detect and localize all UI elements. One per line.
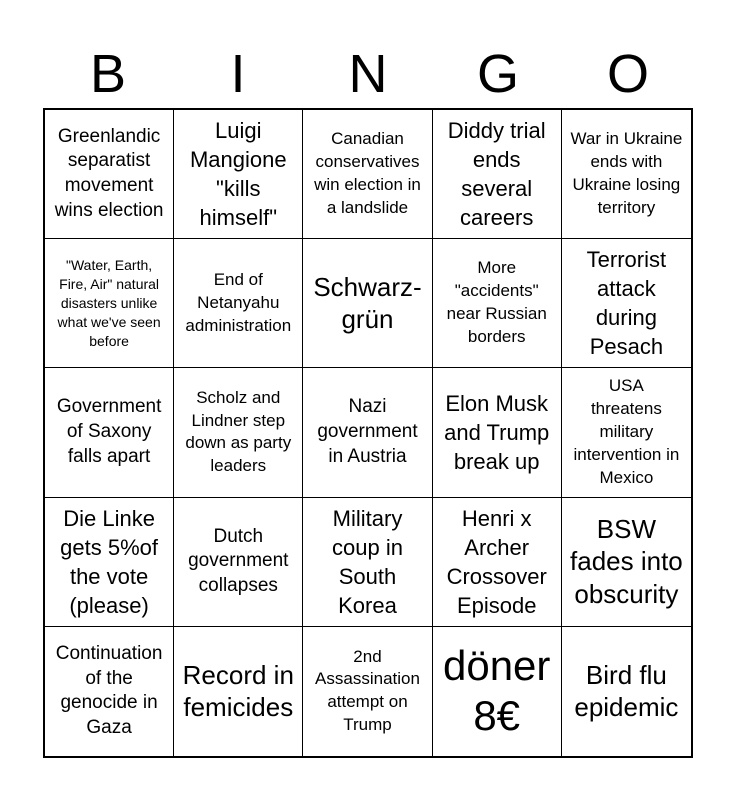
bingo-cell[interactable] (174, 239, 303, 368)
bingo-cell-text: Diddy trial ends several careers (447, 118, 546, 231)
bingo-cell[interactable] (174, 368, 303, 497)
bingo-cell-text: Bird flu epidemic (574, 659, 679, 723)
bingo-cell[interactable] (45, 110, 174, 239)
header-letter-g: G (476, 44, 519, 104)
bingo-cell[interactable] (562, 368, 691, 497)
bingo-cell-text: BSW fades into obscurity (570, 513, 683, 609)
bingo-cell-text: Government of Saxony falls apart (56, 396, 162, 467)
bingo-cell-text: Canadian conservatives win election in a landslide (314, 129, 421, 218)
bingo-cell-text: Schwarz-grün (313, 271, 422, 335)
bingo-cell[interactable] (562, 110, 691, 239)
bingo-cell-text: End of Netanyahu administration (185, 269, 292, 335)
bingo-cell[interactable] (174, 498, 303, 627)
bingo-cell-text: Henri x Archer Crossover Episode (446, 505, 547, 618)
bingo-cell-text: Luigi Mangione "kills himself" (189, 118, 287, 231)
bingo-cell-text: Record in femicides (182, 659, 294, 723)
bingo-cell[interactable] (562, 627, 691, 756)
bingo-cell[interactable] (303, 498, 432, 627)
bingo-cell-text: döner 8€ (442, 642, 551, 740)
header-letter-o: O (606, 44, 649, 104)
bingo-cell-text: Scholz and Lindner step down as party leaders (185, 387, 292, 476)
bingo-cell[interactable] (562, 498, 691, 627)
bingo-cell-text: "Water, Earth, Fire, Air" natural disasters unlike what we've seen before (57, 257, 161, 349)
bingo-cell[interactable] (433, 368, 562, 497)
bingo-cell[interactable] (303, 368, 432, 497)
bingo-cell[interactable] (433, 239, 562, 368)
bingo-cell-text: More "accidents" near Russian borders (446, 258, 547, 347)
bingo-cell[interactable] (174, 110, 303, 239)
bingo-cell[interactable] (303, 239, 432, 368)
header-letter-i: I (230, 44, 246, 104)
bingo-cell[interactable] (433, 110, 562, 239)
bingo-cell[interactable] (303, 110, 432, 239)
bingo-cell[interactable] (303, 627, 432, 756)
bingo-cell[interactable] (433, 627, 562, 756)
header-letter-n: N (348, 44, 388, 104)
bingo-cell[interactable] (45, 368, 174, 497)
bingo-cell-text: Continuation of the genocide in Gaza (55, 643, 163, 739)
bingo-cell-text: Elon Musk and Trump break up (444, 390, 550, 474)
header-letter-b: B (89, 44, 127, 104)
bingo-cell[interactable] (45, 498, 174, 627)
bingo-cell[interactable] (45, 627, 174, 756)
bingo-cell-text: War in Ukraine ends with Ukraine losing territory (570, 129, 683, 218)
bingo-cell-text: Military coup in South Korea (332, 505, 403, 618)
bingo-cell[interactable] (433, 498, 562, 627)
bingo-cell-text: USA threatens military intervention in Mexico (573, 376, 680, 487)
bingo-cell[interactable] (562, 239, 691, 368)
bingo-cell[interactable] (45, 239, 174, 368)
bingo-cell-text: Nazi government in Austria (317, 396, 418, 467)
bingo-board (43, 108, 693, 758)
bingo-cell-text: 2nd Assassination attempt on Trump (315, 646, 420, 735)
bingo-cell[interactable] (174, 627, 303, 756)
bingo-cell-text: Terrorist attack during Pesach (586, 247, 667, 360)
bingo-cell-text: Dutch government collapses (188, 525, 289, 597)
bingo-cell-text: Die Linke gets 5%of the vote (please) (60, 505, 159, 618)
bingo-header (43, 40, 693, 108)
bingo-cell-text: Greenlandic separatist movement wins election (54, 125, 164, 221)
